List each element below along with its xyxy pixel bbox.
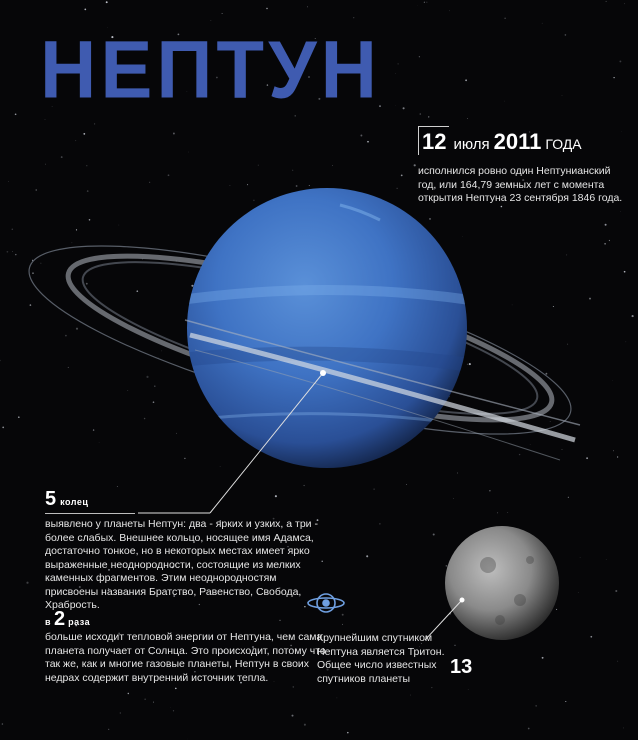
rings-number: 5 bbox=[45, 488, 57, 510]
date-month: июля bbox=[453, 136, 490, 153]
heat-prefix: в bbox=[45, 617, 52, 627]
date-note: исполнился ровно один Нептунианский год, или 164,79 земных лет с момента открытия Нептуна 23 сентября 1846 года. bbox=[418, 165, 623, 204]
heat-number: 2 bbox=[54, 608, 66, 630]
heat-text: больше исходит тепловой энергии от Нептуна, чем сама планета получает от Солнца. Это происходит, потому что так же, как и многие газовые планеты, Нептун в своих недрах содержит внутренний источник тепла. bbox=[45, 631, 326, 684]
neptune-planet bbox=[187, 188, 467, 468]
heat-info bbox=[45, 608, 330, 685]
date-year: 2011 bbox=[493, 129, 542, 154]
date-suffix: ГОДА bbox=[545, 136, 582, 152]
moon-count: 13 bbox=[450, 656, 473, 678]
rings-info bbox=[45, 488, 330, 613]
date-day: 12 bbox=[418, 126, 449, 155]
rings-text: выявлено у планеты Нептун: два - ярких и узких, а три - более слабых. Внешнее кольцо, носящее имя Адамса, достаточно тонкое, но в некоторых местах имеет ярко выраженные неоднородности, состоящие из мелких каменных фрагментов. Этим неоднородностям присвоены названия Братство, Равенство, Свобода, Храбрость. bbox=[45, 518, 318, 611]
moon-text: Крупнейшим спутником Нептуна является Тритон. Общее число известных спутников планеты bbox=[317, 632, 445, 685]
page-title: НЕПТУН bbox=[40, 22, 381, 116]
heat-label: раза bbox=[68, 617, 91, 627]
rings-label: колец bbox=[60, 497, 89, 507]
date-info bbox=[418, 126, 628, 206]
